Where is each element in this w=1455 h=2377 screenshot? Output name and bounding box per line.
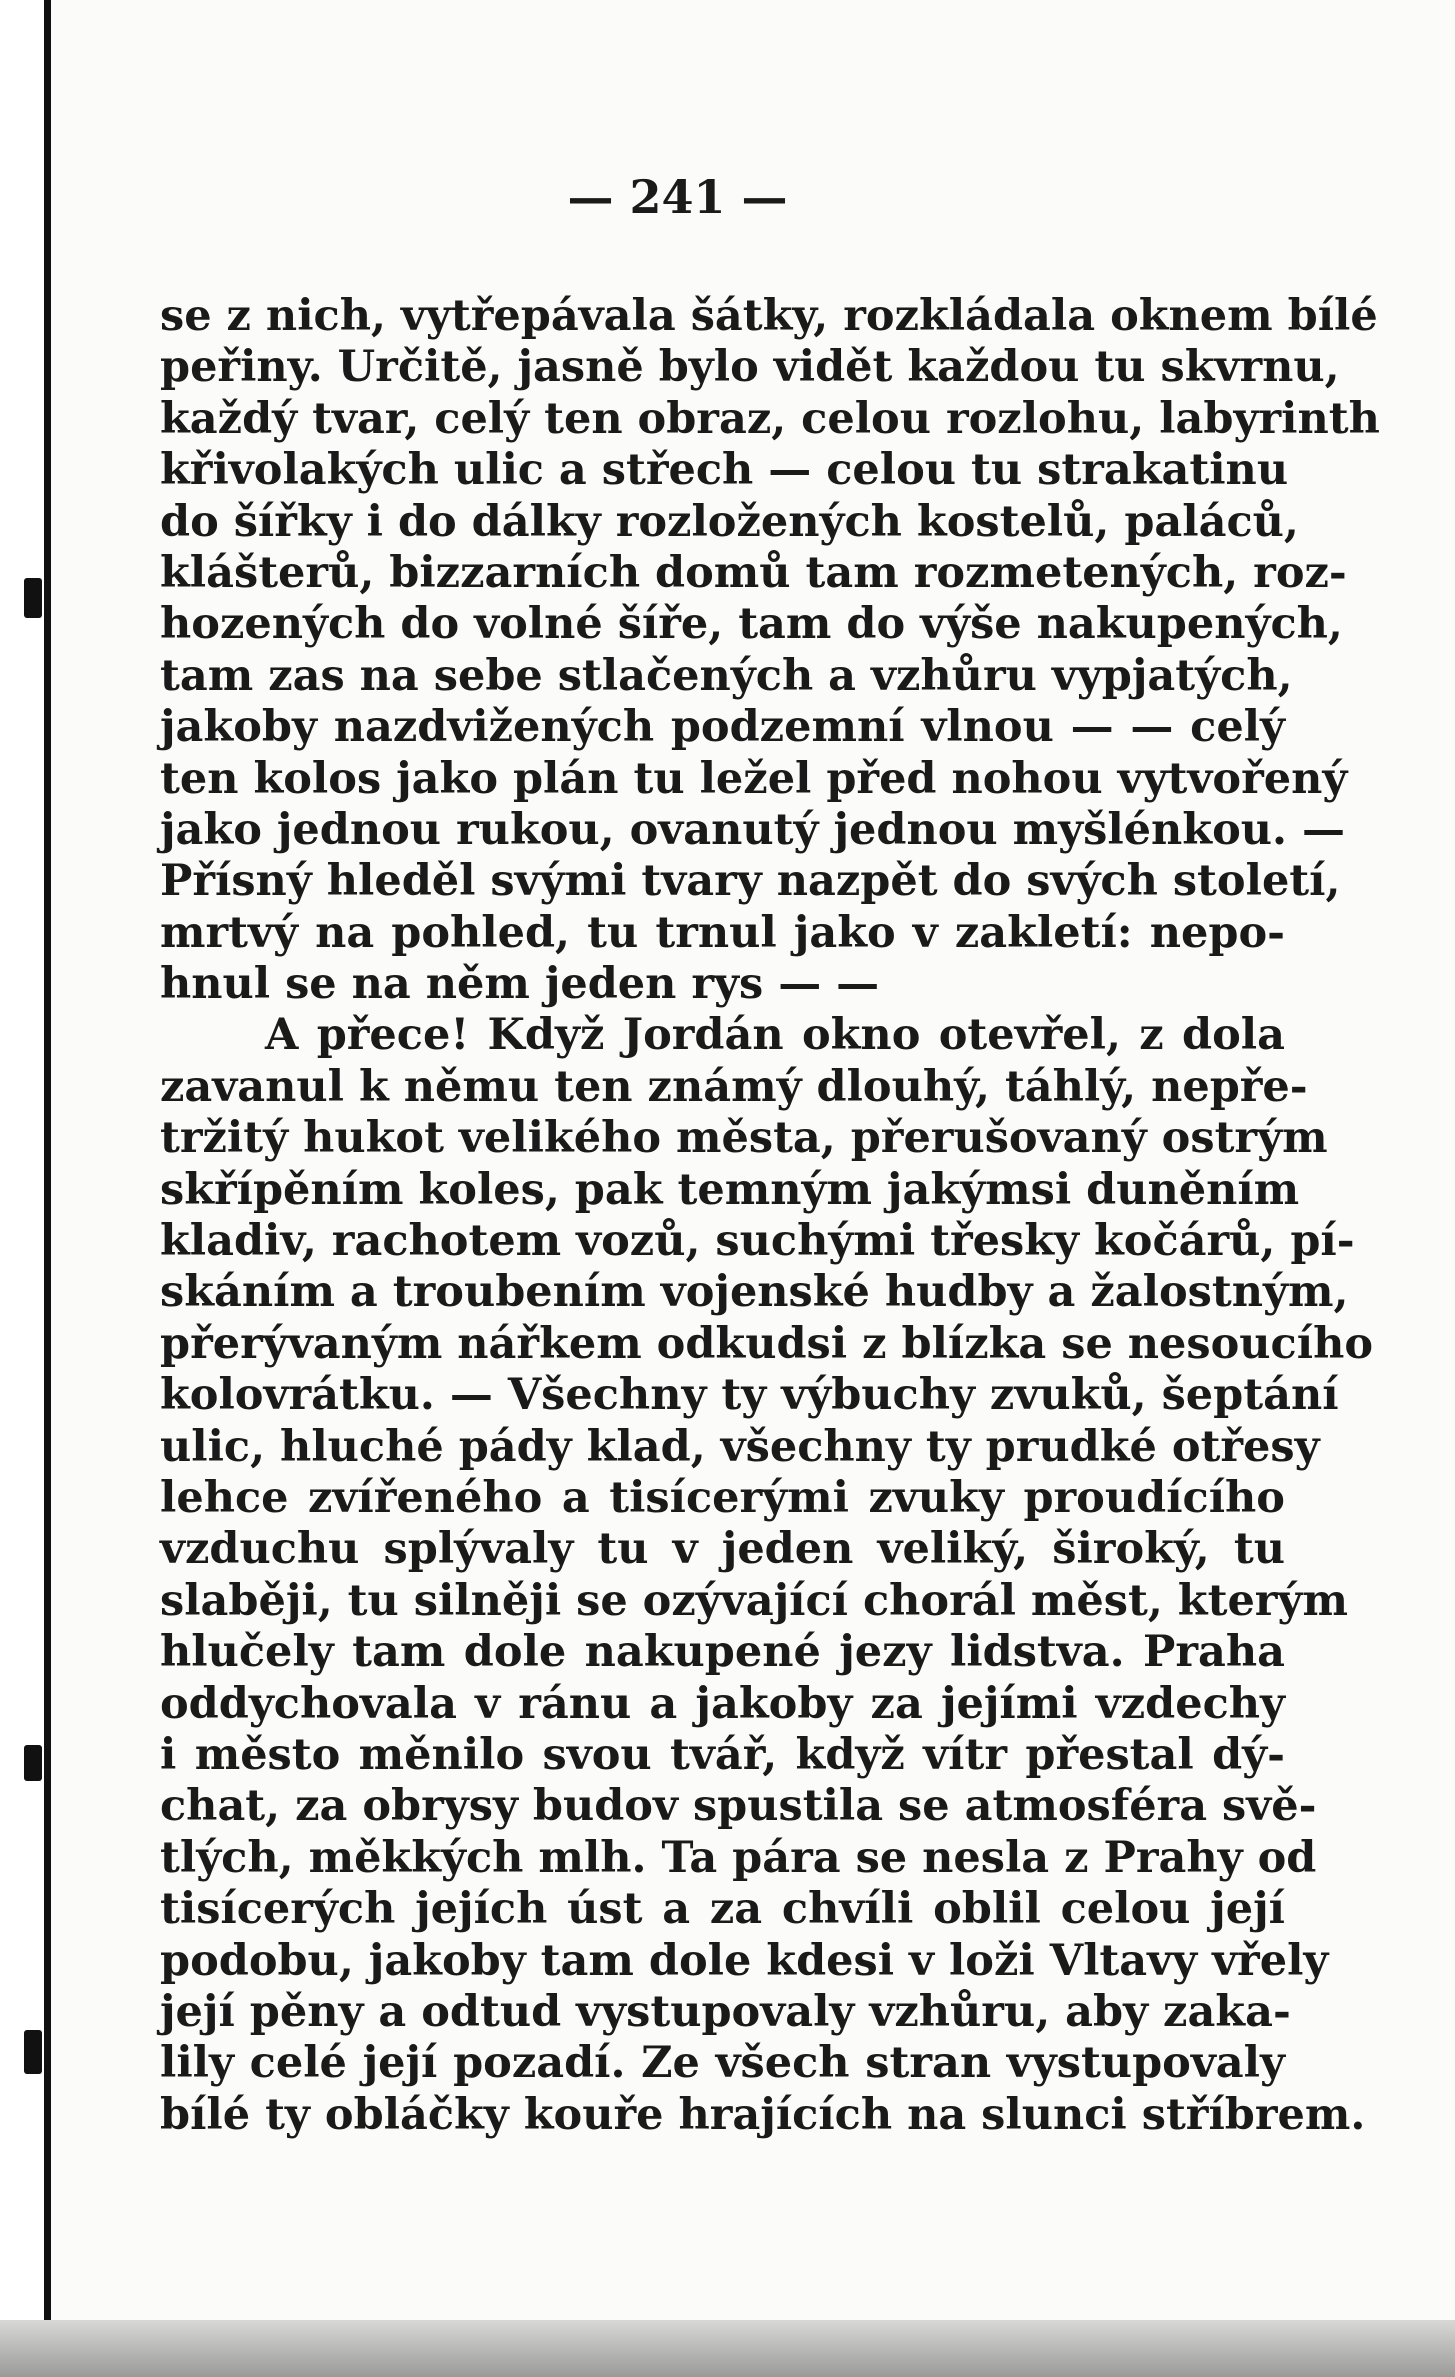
- text-line: skáním a troubením vojenské hudby a žalostným,: [160, 1267, 1349, 1318]
- text-line: oddychovala v ránu a jakoby za jejími vzdechy: [160, 1678, 1285, 1729]
- binding-mark: [24, 2030, 42, 2074]
- text-line: každý tvar, celý ten obraz, celou rozlohu, labyrinth: [160, 393, 1380, 444]
- page-number: — 241 —: [567, 170, 788, 224]
- binding-mark: [24, 1745, 42, 1781]
- text-line: zavanul k němu ten známý dlouhý, táhlý, nepře-: [160, 1061, 1308, 1112]
- text-line: vzduchu splývaly tu v jeden veliký, široký, tu: [160, 1524, 1285, 1575]
- text-line: tam zas na sebe stlačených a vzhůru vypjatých,: [160, 650, 1293, 701]
- text-line: kolovrátku. — Všechny ty výbuchy zvuků, šeptání: [160, 1370, 1339, 1421]
- text-line: tisícerých jejích úst a za chvíli oblil celou její: [160, 1884, 1285, 1935]
- text-line: Přísný hleděl svými tvary nazpět do svých století,: [160, 856, 1341, 907]
- text-line: skřípěním koles, pak temným jakýmsi duněním: [160, 1164, 1300, 1215]
- text-line: A přece! Když Jordán okno otevřel, z dola: [265, 1010, 1285, 1061]
- left-margin: [0, 0, 44, 2377]
- text-line: hozených do volné šíře, tam do výše nakupených,: [160, 599, 1343, 650]
- text-line: ten kolos jako plán tu ležel před nohou vytvořený: [160, 753, 1348, 804]
- text-line: podobu, jakoby tam dole kdesi v loži Vltavy vřely: [160, 1935, 1329, 1986]
- text-line: lily celé její pozadí. Ze všech stran vystupovaly: [160, 2038, 1285, 2089]
- text-line: přerývaným nářkem odkudsi z blízka se nesoucího: [160, 1318, 1374, 1369]
- text-line: její pěny a odtud vystupovaly vzhůru, aby zaka-: [160, 1986, 1291, 2037]
- text-line: se z nich, vytřepávala šátky, rozkládala oknem bílé: [160, 291, 1378, 341]
- binding-mark: [24, 578, 42, 618]
- text-line: tlých, měkkých mlh. Ta pára se nesla z Prahy od: [160, 1832, 1317, 1883]
- text-line: bílé ty obláčky kouře hrajících na slunci stříbrem.: [160, 2089, 1366, 2140]
- text-line: jako jednou rukou, ovanutý jednou myšlénkou. —: [160, 804, 1345, 855]
- body-text: [160, 291, 1380, 2141]
- text-line: ulic, hluché pády klad, všechny ty prudké otřesy: [160, 1421, 1320, 1472]
- text-line: chat, za obrysy budov spustila se atmosféra svě-: [160, 1781, 1317, 1832]
- text-line: peřiny. Určitě, jasně bylo vidět každou tu skvrnu,: [160, 342, 1340, 393]
- page-bottom-edge: [0, 2320, 1455, 2377]
- text-line: jakoby nazdvižených podzemní vlnou — — celý: [160, 702, 1285, 753]
- text-line: křivolakých ulic a střech — celou tu strakatinu: [160, 445, 1289, 496]
- text-line: mrtvý na pohled, tu trnul jako v zakletí: nepo-: [160, 907, 1285, 958]
- text-line: slaběji, tu silněji se ozývající chorál měst, kterým: [160, 1575, 1348, 1626]
- text-line: hlučely tam dole nakupené jezy lidstva. Praha: [160, 1627, 1285, 1678]
- text-line: i město měnilo svou tvář, když vítr přestal dý-: [160, 1729, 1285, 1780]
- text-line: kladiv, rachotem vozů, suchými třesky kočárů, pí-: [160, 1216, 1355, 1267]
- text-line: lehce zvířeného a tisícerými zvuky proudícího: [160, 1472, 1285, 1523]
- page-left-edge: [44, 0, 51, 2377]
- text-line: tržitý hukot velikého města, přerušovaný ostrým: [160, 1113, 1328, 1164]
- text-line: do šířky i do dálky rozložených kostelů, paláců,: [160, 496, 1299, 547]
- text-line: klášterů, bizzarních domů tam rozmetených, roz-: [160, 547, 1347, 598]
- text-line: hnul se na něm jeden rys — —: [160, 959, 880, 1010]
